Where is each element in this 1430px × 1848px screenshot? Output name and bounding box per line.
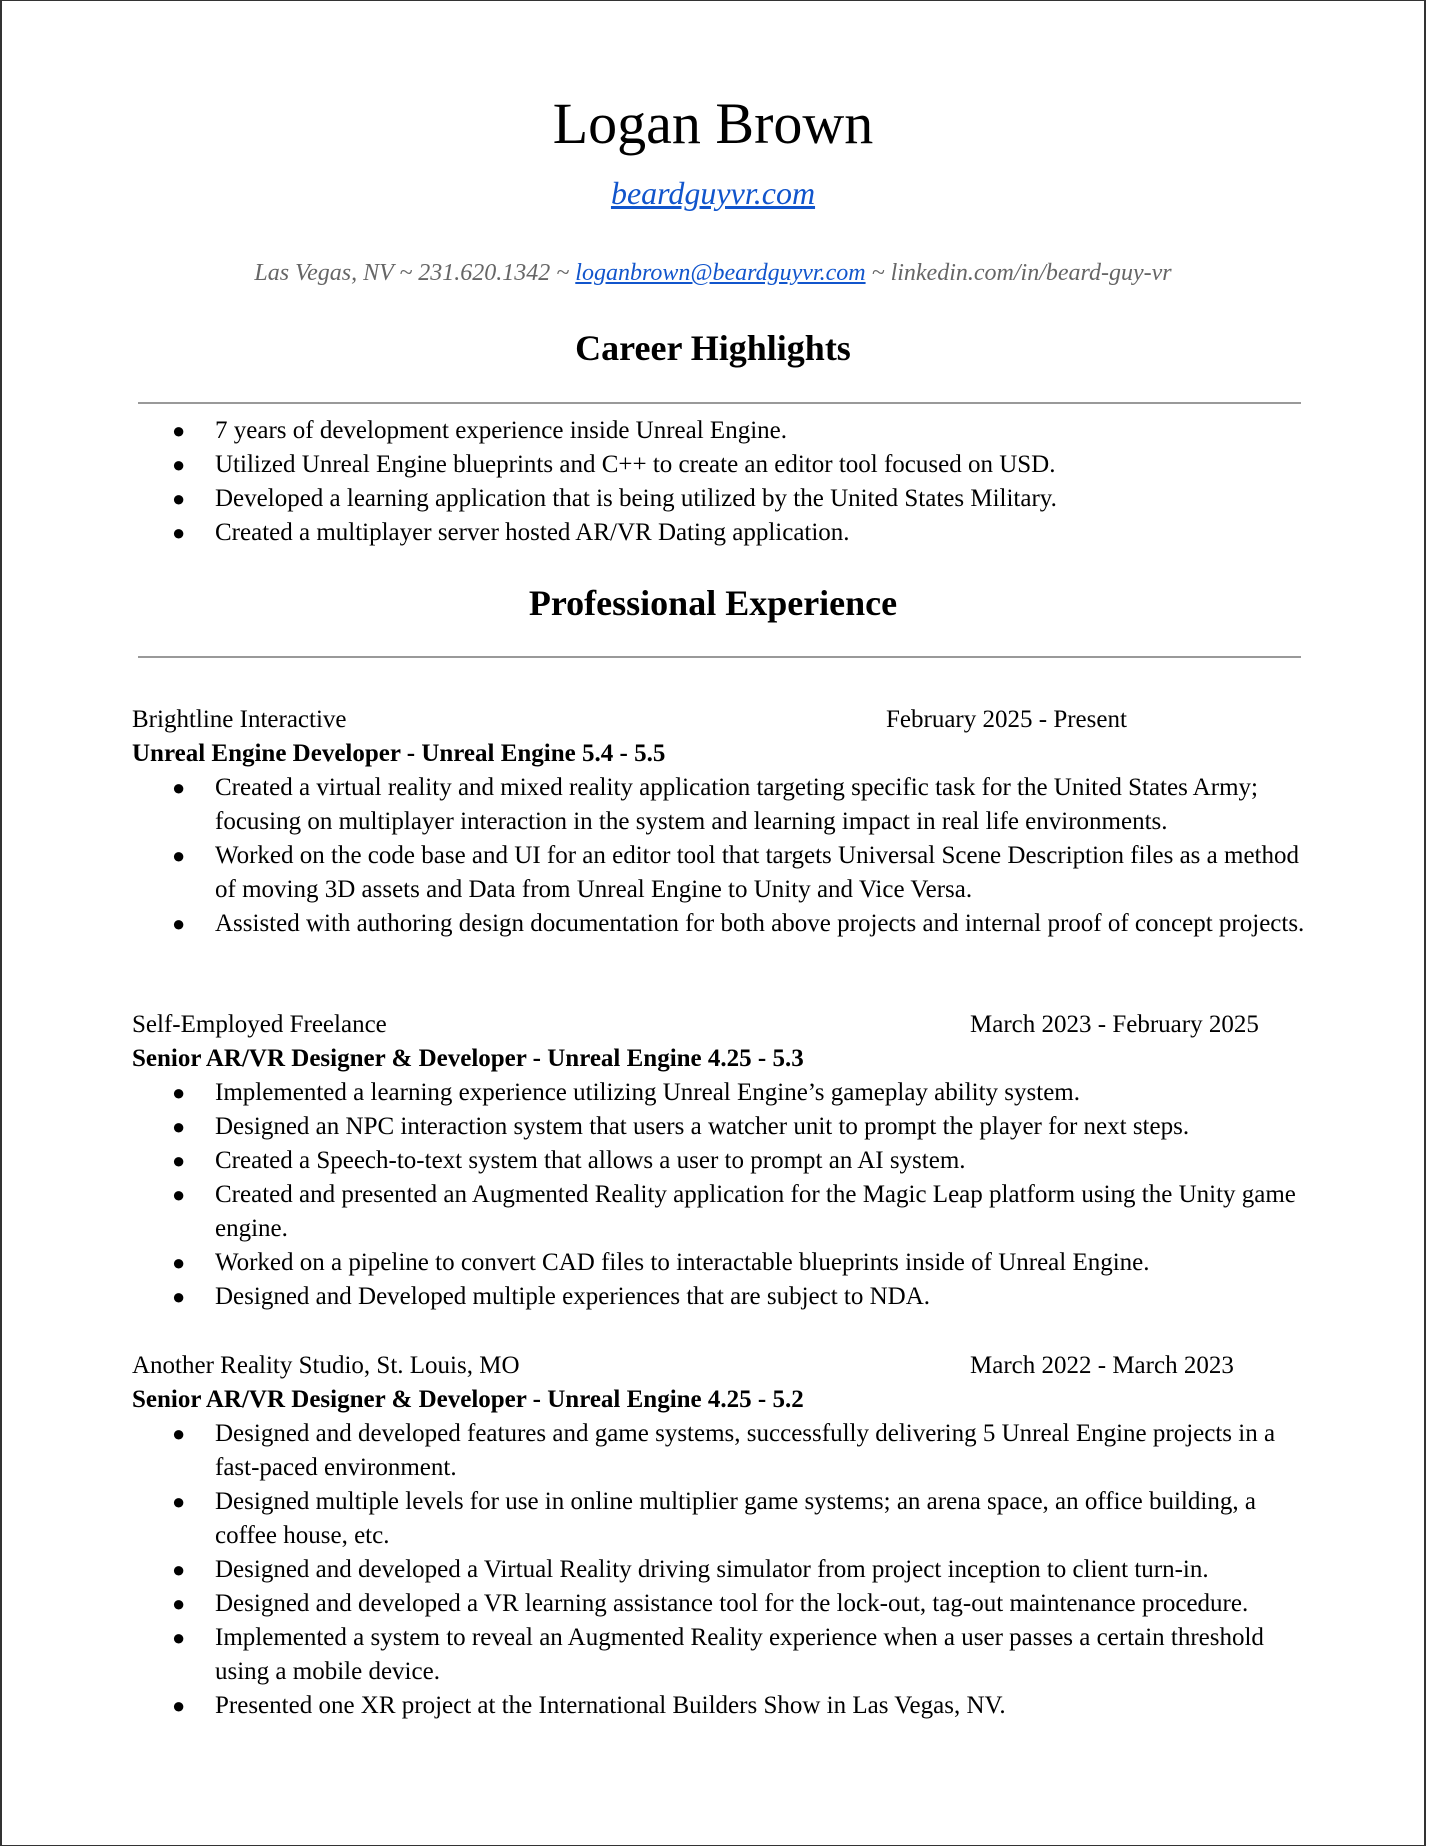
job-role: Senior AR/VR Designer & Developer - Unreal Engine 4.25 - 5.2	[132, 1386, 804, 1413]
list-item: ● Designed multiple levels for use in online multiplier game systems; an arena space, an office building, a coffee house, etc.	[132, 1485, 1307, 1553]
job-bullets	[132, 1076, 1307, 1314]
bullet-icon: ●	[172, 843, 186, 868]
list-item: ● Presented one XR project at the International Builders Show in Las Vegas, NV.	[132, 1689, 1307, 1723]
bullet-icon: ●	[172, 1421, 186, 1446]
bullet-icon: ●	[172, 1489, 186, 1514]
bullet-icon: ●	[172, 520, 186, 545]
job-bullets	[132, 1417, 1307, 1723]
list-item: ● Assisted with authoring design documentation for both above projects and internal proof of concept projects.	[132, 907, 1307, 941]
list-item: ● Created a virtual reality and mixed reality application targeting specific task for the United States Army; focusing on multiplayer interaction in the system and learning impact in real life environments.	[132, 771, 1307, 839]
list-item: ● Implemented a system to reveal an Augmented Reality experience when a user passes a certain threshold using a mobile device.	[132, 1621, 1307, 1689]
contact-linkedin: ~ linkedin.com/in/beard-guy-vr	[865, 260, 1172, 286]
bullet-icon: ●	[172, 1625, 186, 1650]
job-bullets	[132, 771, 1307, 941]
bullet-icon: ●	[172, 775, 186, 800]
bullet-icon: ●	[172, 1080, 186, 1105]
bullet-icon: ●	[172, 1114, 186, 1139]
bullet-icon: ●	[172, 486, 186, 511]
contact-location-phone: Las Vegas, NV ~ 231.620.1342 ~	[254, 260, 576, 286]
professional-experience-heading: Professional Experience	[528, 583, 898, 623]
job-dates: March 2022 - March 2023	[970, 1352, 1234, 1379]
bullet-icon: ●	[172, 1284, 186, 1309]
list-item: ● Designed and Developed multiple experiences that are subject to NDA.	[132, 1280, 1307, 1314]
bullet-icon: ●	[172, 1182, 186, 1207]
list-item: ● Created a multiplayer server hosted AR/VR Dating application.	[132, 516, 1307, 550]
list-item: ● Designed and developed a Virtual Reality driving simulator from project inception to client turn-in.	[132, 1553, 1307, 1587]
job-dates: February 2025 - Present	[886, 706, 1127, 733]
job-dates: March 2023 - February 2025	[970, 1011, 1259, 1038]
list-item: ● Utilized Unreal Engine blueprints and C++ to create an editor tool focused on USD.	[132, 448, 1307, 482]
experience-divider	[138, 656, 1301, 658]
job-company: Another Reality Studio, St. Louis, MO	[132, 1352, 520, 1379]
email-link[interactable]: loganbrown@beardguyvr.com	[575, 260, 866, 286]
job-company: Brightline Interactive	[132, 706, 347, 733]
bullet-icon: ●	[172, 911, 186, 936]
list-item: ● Developed a learning application that is being utilized by the United States Military.	[132, 482, 1307, 516]
list-item: ● Created and presented an Augmented Reality application for the Magic Leap platform using the Unity game engine.	[132, 1178, 1307, 1246]
contact-line	[2, 257, 1424, 289]
bullet-icon: ●	[172, 1148, 186, 1173]
bullet-icon: ●	[172, 452, 186, 477]
career-divider	[138, 402, 1301, 404]
website-link[interactable]: beardguyvr.com	[610, 175, 816, 211]
career-highlights-heading: Career Highlights	[575, 328, 851, 368]
bullet-icon: ●	[172, 1591, 186, 1616]
bullet-icon: ●	[172, 1693, 186, 1718]
list-item: ● Designed and developed a VR learning assistance tool for the lock-out, tag-out maintenance procedure.	[132, 1587, 1307, 1621]
career-highlights-list	[132, 414, 1307, 550]
list-item: ● 7 years of development experience inside Unreal Engine.	[132, 414, 1307, 448]
job-role: Unreal Engine Developer - Unreal Engine 5.4 - 5.5	[132, 740, 666, 767]
list-item: ● Created a Speech-to-text system that allows a user to prompt an AI system.	[132, 1144, 1307, 1178]
job-company: Self-Employed Freelance	[132, 1011, 387, 1038]
bullet-icon: ●	[172, 418, 186, 443]
resume-name: Logan Brown	[552, 91, 874, 156]
bullet-icon: ●	[172, 1557, 186, 1582]
list-item: ● Worked on the code base and UI for an editor tool that targets Universal Scene Description files as a method of moving 3D assets and Data from Unreal Engine to Unity and Vice Versa.	[132, 839, 1307, 907]
list-item: ● Designed an NPC interaction system that users a watcher unit to prompt the player for next steps.	[132, 1110, 1307, 1144]
job-role: Senior AR/VR Designer & Developer - Unreal Engine 4.25 - 5.3	[132, 1045, 804, 1072]
website-line	[2, 173, 1424, 213]
bullet-icon: ●	[172, 1250, 186, 1275]
list-item: ● Worked on a pipeline to convert CAD files to interactable blueprints inside of Unreal Engine.	[132, 1246, 1307, 1280]
list-item: ● Designed and developed features and game systems, successfully delivering 5 Unreal Engine projects in a fast-paced environment.	[132, 1417, 1307, 1485]
list-item: ● Implemented a learning experience utilizing Unreal Engine’s gameplay ability system.	[132, 1076, 1307, 1110]
